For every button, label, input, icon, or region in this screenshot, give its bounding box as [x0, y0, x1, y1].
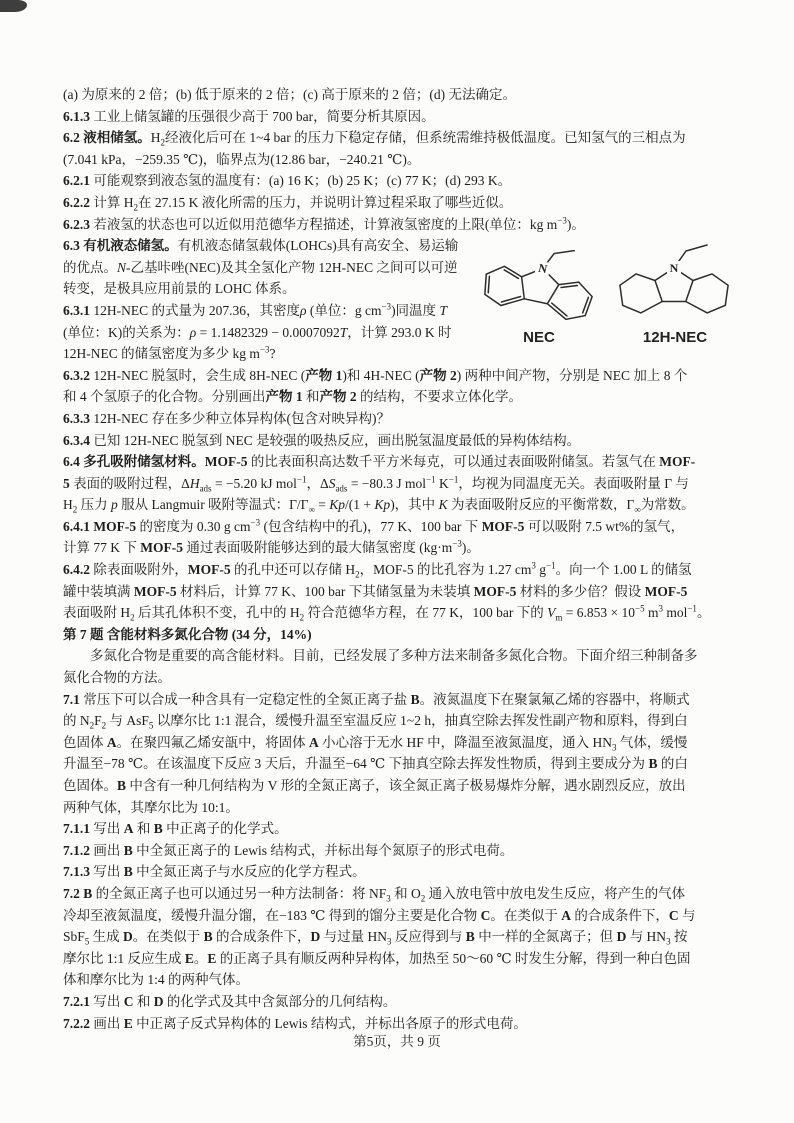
line-7-1-2: 7.1.2 画出 B 中全氮正离子的 Lewis 结构式，并标出每个氮原子的形式电荷。 [63, 842, 514, 858]
line-6-1-3: 6.1.3 工业上储氢罐的压强很少高于 700 bar，简要分析其原因。 [63, 108, 435, 124]
line-6-3-c: 转变，是极具应用前景的 LOHC 体系。 [63, 281, 296, 297]
line-7-2-e: 体和摩尔比为 1:4 的两种气体。 [63, 972, 250, 988]
line-6-4-1-a: 6.4.1 MOF-5 的密度为 0.30 g $cm^{-3}$ (包含结构中的孔)，77 K、100 bar 下 MOF-5 可以吸附 7.5 wt%的氢气， [63, 517, 685, 534]
line-7-2-2: 7.2.2 画出 E 中正离子反式异构体的 Lewis 结构式，并标出各原子的形式电荷。 [63, 1015, 527, 1031]
line-7-2-a: 7.2 B 的全氮正离子也可以通过另一种方法制备：将 $NF_3$ 和 $O_2$ 通入放电管中放电发生反应，将产生的气体 [63, 885, 686, 904]
line-6-4-c: $H_2$ 压力 p 服从 Langmuir 吸附等温式：$\Gamma/\Gamma_\infty = Kp/(1 + Kp)$，其中 K 为表面吸附反应的平衡常数，$\Gamma_\infty$为常数。 [63, 497, 695, 515]
line-6-2-a: 6.2 液相储氢。$H_2$经液化后可在 1~4 bar 的压力下稳定存储，但系统需维持极低温度。已知氢气的三相点为 [63, 130, 686, 148]
nec-structure-drawing [476, 236, 602, 328]
line-6-3-a: 6.3 有机液态储氢。有机液态储氢载体(LOHCs)具有高安全、易运输 [63, 238, 459, 254]
line-6-4-b: 5 表面的吸附过程，$\Delta H_{ads} = -5.20$ kJ mol$^{-1}$，$\Delta S_{ads} = -80.3$ J mol$^{-1}$ $K^{-1}$，均视为同温度无关。表面吸附量 Γ 与 [63, 474, 689, 494]
line-6-4-2-b: 罐中装填满 MOF-5 材料后，计算 77 K、100 bar 下其储氢量为未装填 MOF-5 材料的多少倍？假设 MOF-5 [63, 583, 688, 599]
line-topic-7-header: 第 7 题 含能材料多氮化合物 (34 分，14%) [63, 626, 312, 642]
lohc-structures-figure [476, 236, 744, 354]
line-6-2-b: (7.041 kPa，−259.35 ℃)，临界点为(12.86 bar，−240.21 ℃)。 [63, 151, 421, 167]
line-6-4-2-c: 表面吸附 $H_2$ 后其孔体积不变，孔中的 $H_2$ 符合范德华方程，在 77 K，100 bar 下的 $V_m = 6.853 \times 10^{-5}$ $m^3$ mol$^{-1}$。 [63, 603, 711, 623]
line-topic-7-intro-a: 多氮化合物是重要的高含能材料。目前，已经发展了多种方法来制备多氮化合物。下面介绍三种制备多 [90, 648, 698, 664]
scan-corner-artifact [0, 0, 27, 12]
line-6-3-1-a: 6.3.1 12H-NEC 的式量为 207.36，其密度ρ (单位：g $cm^{-3}$)同温度 T [63, 301, 447, 318]
line-6-3-1-b: (单位：K)的关系为：ρ = 1.1482329 − 0.0007092T，计算 293.0 K 时 [63, 324, 452, 340]
line-6-3-3: 6.3.3 12H-NEC 存在多少种立体异构体(包含对映异构)？ [63, 410, 390, 426]
line-6-4-2-a: 6.4.2 除表面吸附外，MOF-5 的孔中还可以存储 $H_2$，MOF-5 的比孔容为 1.27 $cm^3$ $g^{-1}$。向一个 1.00 L 的储氢 [63, 560, 692, 580]
line-7-1-d: 升温至−78 ℃。在该温度下反应 3 天后，升温至−64 ℃ 下抽真空除去挥发性物质，得到主要成分为 B 的白 [63, 756, 688, 772]
nec-nitrogen-atom-label: N [537, 260, 549, 277]
12h-nec-nitrogen-atom-label: N [669, 261, 679, 275]
line-7-1-f: 两种气体，其摩尔比为 10:1。 [63, 799, 239, 815]
line-7-1-1: 7.1.1 写出 A 和 B 中正离子的化学式。 [63, 821, 288, 837]
line-7-1-a: 7.1 常压下可以合成一种含具有一定稳定性的全氮正离子盐 B。液氮温度下在聚氯氟乙烯的容器中，将顺式 [63, 691, 690, 707]
line-7-2-d: 摩尔比 1:1 反应生成 E。E 的正离子具有顺反两种异构体，加热至 50～60 ℃ 时发生分解，得到一种白色固 [63, 950, 691, 966]
line-7-1-b: 的 $N_2F_2$ 与 AsF$_5$ 以摩尔比 1:1 混合，缓慢升温至室温反应 1~2 h，抽真空除去挥发性副产物和原料，得到白 [63, 713, 688, 731]
line-6-2-3: 6.2.3 若液氢的状态也可以近似用范德华方程描述，计算液氢密度的上限(单位：kg $m^{-3}$)。 [63, 215, 585, 232]
line-7-1-3: 7.1.3 写出 B 中全氮正离子与水反应的化学方程式。 [63, 864, 366, 880]
line-6-3-2-b: 和 4 个氢原子的化合物。分别画出产物 1 和产物 2 的结构，不要求立体化学。 [63, 389, 522, 405]
12h-nec-structure-block [606, 236, 744, 354]
line-6-4-a: 6.4 多孔吸附储氢材料。MOF-5 的比表面积高达数千平方米每克，可以通过表面吸附储氢。若氢气在 MOF- [63, 454, 696, 470]
line-6-3-b: 的优点。N-乙基咔唑(NEC)及其全氢化产物 12H-NEC 之间可以可逆 [63, 259, 458, 275]
line-6-3-1-c: 12H-NEC 的储氢密度为多少 kg $m^{-3}$? [63, 344, 276, 362]
line-6-2-1: 6.2.1 可能观察到液态氢的温度有：(a) 16 K；(b) 25 K；(c) 77 K；(d) 293 K。 [63, 173, 512, 189]
line-topic-7-intro-b: 氮化合物的方法。 [63, 670, 171, 686]
line-6-3-4: 6.3.4 已知 12H-NEC 脱氢到 NEC 是较强的吸热反应，画出脱氢温度最低的异构体结构。 [63, 432, 581, 448]
12h-nec-structure-caption: 12H-NEC [642, 329, 708, 346]
line-7-1-e: 色固体。B 中含有一种几何结构为 V 形的全氮正离子，该全氮正离子极易爆炸分解，遇水剧烈反应，放出 [63, 778, 686, 793]
page-footer: 第5页，共 9 页 [353, 1034, 441, 1049]
line-7-2-b: 冷却至液氮温度，缓慢升温分馏，在−183 ℃ 得到的馏分主要是化合物 C。在类似于 A 的合成条件下，C 与 [63, 907, 696, 923]
nec-structure-caption: NEC [523, 329, 555, 346]
line-6-3-2-a: 6.3.2 12H-NEC 脱氢时，会生成 8H-NEC (产物 1)和 4H-NEC (产物 2) 两种中间产物，分别是 NEC 加上 8 个 [63, 367, 688, 383]
document-lines [63, 84, 748, 1034]
nec-structure-block [476, 236, 602, 354]
line-7-1-c: 色固体 A。在聚四氟乙烯安瓿中，将固体 A 小心溶于无水 HF 中，降温至液氮温度，通入 $HN_3$ 气体，缓慢 [63, 734, 688, 753]
line-7-2-1: 7.2.1 写出 C 和 D 的化学式及其中含氮部分的几何结构。 [63, 993, 397, 1009]
12h-nec-structure-drawing [606, 236, 744, 328]
line-6-2-2: 6.2.2 计算 $H_2$在 27.15 K 液化所需的压力，并说明计算过程采取了哪些近似。 [63, 194, 513, 213]
line-6-4-1-b: 计算 77 K 下 MOF-5 通过表面吸附能够达到的最大储氢密度 $(kg\cdot m^{-3})$。 [63, 538, 480, 556]
line-options-abcd: (a) 为原来的 2 倍；(b) 低于原来的 2 倍；(c) 高于原来的 2 倍；(d) 无法确定。 [63, 87, 516, 102]
line-7-2-c: SbF$_5$ 生成 D。在类似于 B 的合成条件下，D 与过量 $HN_3$ 反应得到与 B 中一样的全氮离子；但 D 与 $HN_3$ 按 [63, 929, 688, 947]
